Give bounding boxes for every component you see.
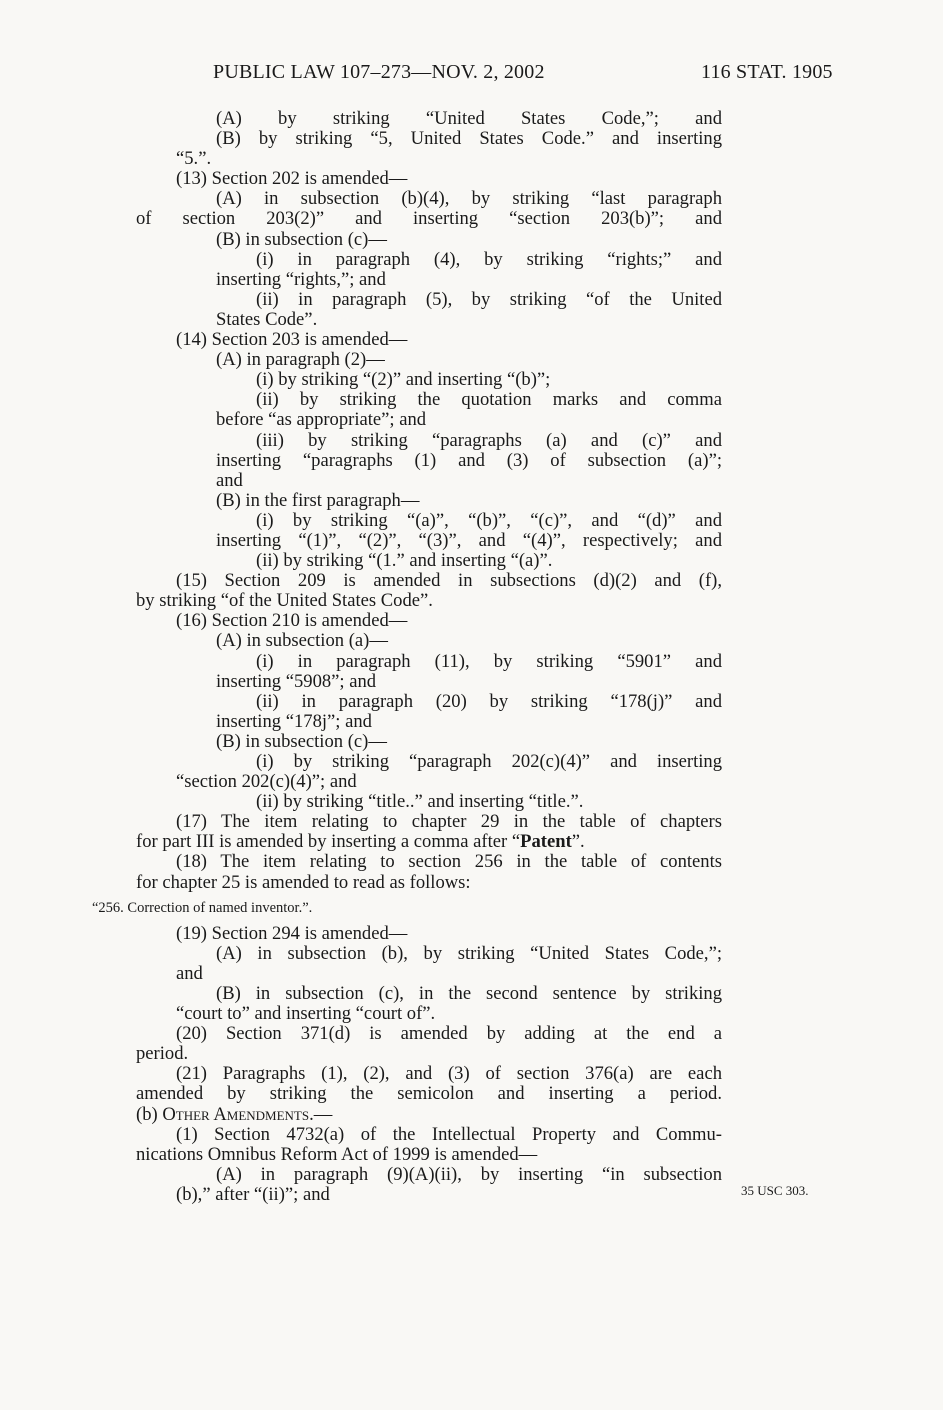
text-line: (iii) by striking “paragraphs (a) and (c)” and xyxy=(256,429,722,451)
table-of-contents-entry: “256. Correction of named inventor.”. xyxy=(92,899,313,916)
text-line: “5.”. xyxy=(176,148,212,170)
text-line: of section 203(2)” and inserting “section 203(b)”; and xyxy=(136,208,722,230)
text-line: (13) Section 202 is amended— xyxy=(176,168,408,190)
text-line: and xyxy=(176,962,203,984)
text-line: (ii) in paragraph (5), by striking “of the United xyxy=(256,288,722,310)
text-line: (A) in subsection (b), by striking “United States Code,”; xyxy=(216,942,722,964)
text-line: “court to” and inserting “court of”. xyxy=(176,1003,436,1025)
text-line: (A) in subsection (b)(4), by striking “last paragraph xyxy=(216,188,722,210)
text-line: for chapter 25 is amended to read as follows: xyxy=(136,871,471,893)
text-line: nications Omnibus Reform Act of 1999 is amended— xyxy=(136,1143,538,1165)
text-line: (19) Section 294 is amended— xyxy=(176,922,408,944)
text-line: (16) Section 210 is amended— xyxy=(176,610,408,632)
text-line: (A) by striking “United States Code,”; and xyxy=(216,108,722,129)
margin-note: 35 USC 303. xyxy=(741,1183,809,1198)
body-text xyxy=(92,108,722,1205)
text-line: (1) Section 4732(a) of the Intellectual Property and Commu- xyxy=(176,1123,722,1145)
text-line: (ii) in paragraph (20) by striking “178(j)” and xyxy=(256,690,722,712)
text-line: inserting “rights,”; and xyxy=(216,268,386,290)
text-segment: .— xyxy=(309,1103,333,1125)
text-line: before “as appropriate”; and xyxy=(216,409,427,431)
text-line: (A) in paragraph (2)— xyxy=(216,349,385,371)
text-segment: (b) xyxy=(136,1103,163,1125)
text-line: by striking “of the United States Code”. xyxy=(136,590,433,612)
text-line: States Code”. xyxy=(216,308,318,330)
running-head-stat-page: 116 STAT. 1905 xyxy=(701,61,833,83)
text-line: (i) by striking “(2)” and inserting “(b)”; xyxy=(256,369,551,391)
text-line: (i) in paragraph (4), by striking “rights;” and xyxy=(256,248,722,270)
text-line: “section 202(c)(4)”; and xyxy=(176,771,357,793)
section-heading: Other Amendments xyxy=(162,1103,310,1125)
text-line: (14) Section 203 is amended— xyxy=(176,329,408,351)
text-line: amended by striking the semicolon and inserting a period. xyxy=(136,1083,722,1105)
text-line: (B) in subsection (c)— xyxy=(216,228,387,250)
text-line: (20) Section 371(d) is amended by adding at the end a xyxy=(176,1023,722,1045)
text-line: (ii) by striking the quotation marks and comma xyxy=(256,389,722,411)
text-line: (15) Section 209 is amended in subsections (d)(2) and (f), xyxy=(176,570,722,592)
text-line: (ii) by striking “(1.” and inserting “(a)”. xyxy=(256,550,553,572)
text-line: (B) in subsection (c), in the second sentence by striking xyxy=(216,982,722,1004)
text-segment: for part III is amended by inserting a comma after xyxy=(136,831,508,853)
text-line: (i) in paragraph (11), by striking “5901” and xyxy=(256,650,722,672)
section-heading-line xyxy=(136,1105,722,1125)
text-line: (A) in paragraph (9)(A)(ii), by inserting “in subsection xyxy=(216,1163,722,1185)
text-line: (b),” after “(ii)”; and xyxy=(176,1183,330,1205)
text-line: inserting “5908”; and xyxy=(216,670,377,692)
text-line: inserting “(1)”, “(2)”, “(3)”, and “(4)”, respectively; and xyxy=(216,529,722,551)
open-quote: “ xyxy=(511,831,521,853)
text-line: (B) by striking “5, United States Code.” and inserting xyxy=(216,128,722,150)
bold-term: Patent xyxy=(520,831,572,853)
text-line: (18) The item relating to section 256 in the table of contents xyxy=(176,851,722,873)
running-head-title: PUBLIC LAW 107–273—NOV. 2, 2002 xyxy=(213,61,545,83)
text-segment: ”. xyxy=(571,831,585,853)
text-line: inserting “178j”; and xyxy=(216,710,372,732)
text-line: (B) in the first paragraph— xyxy=(216,489,420,511)
text-line: (i) by striking “paragraph 202(c)(4)” and inserting xyxy=(256,751,722,772)
text-line: (ii) by striking “title..” and inserting “title.”. xyxy=(256,791,584,813)
text-line: (B) in subsection (c)— xyxy=(216,730,387,752)
text-line: inserting “paragraphs (1) and (3) of subsection (a)”; xyxy=(216,449,722,471)
text-line xyxy=(136,832,722,852)
text-line: (i) by striking “(a)”, “(b)”, “(c)”, and “(d)” and xyxy=(256,509,722,531)
text-line: and xyxy=(216,469,243,491)
text-line: (17) The item relating to chapter 29 in the table of chapters xyxy=(176,811,722,833)
text-line: period. xyxy=(136,1043,189,1065)
text-line: (21) Paragraphs (1), (2), and (3) of section 376(a) are each xyxy=(176,1063,722,1085)
text-line: (A) in subsection (a)— xyxy=(216,630,388,652)
